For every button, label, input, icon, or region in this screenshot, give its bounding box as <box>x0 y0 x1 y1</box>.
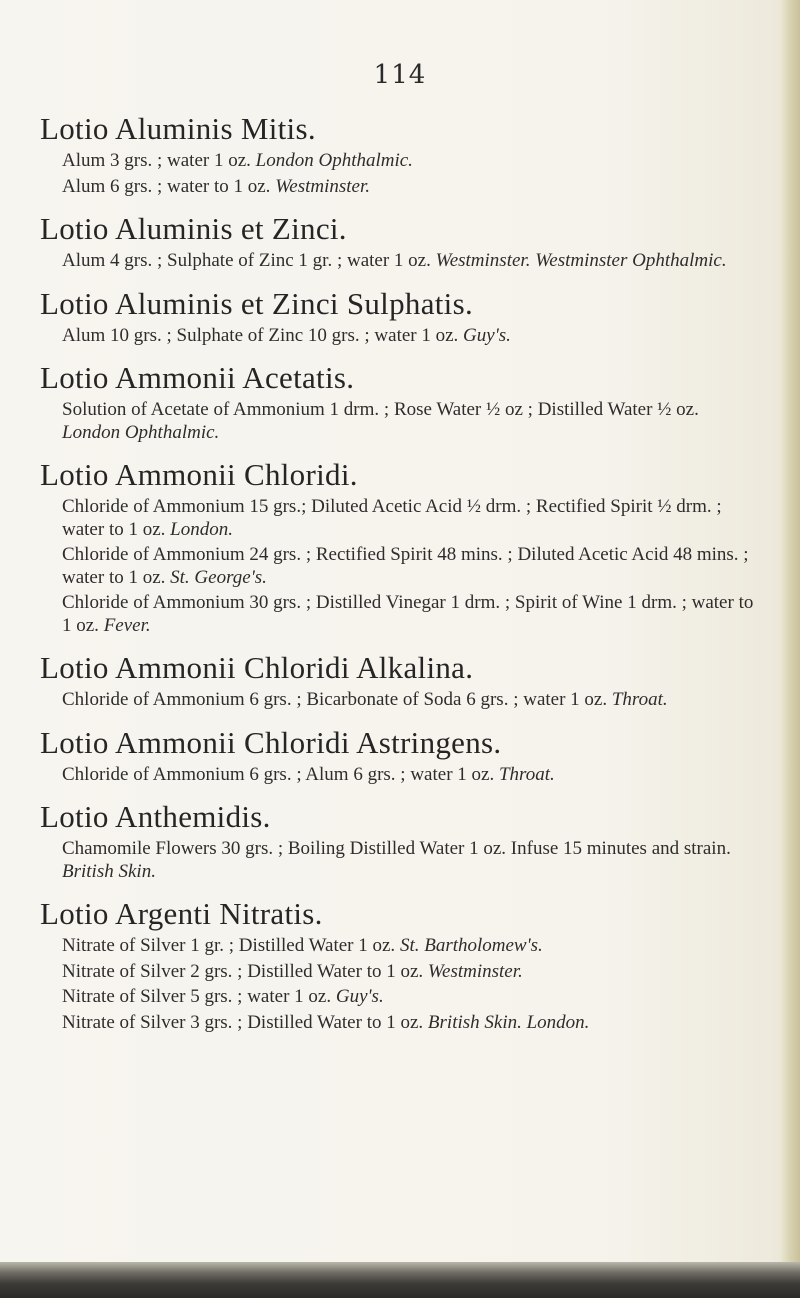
entry-heading: Lotio Argenti Nitratis. <box>40 896 323 931</box>
formula-source: Westminster. <box>275 175 371 197</box>
formula-line <box>40 496 760 541</box>
formula-text: Chloride of Ammonium 6 grs. ; Bicarbonate of Soda 6 grs. ; water 1 oz. <box>62 689 612 710</box>
formula-text: Nitrate of Silver 5 grs. ; water 1 oz. <box>62 986 336 1007</box>
formula-source: British Skin. <box>62 860 156 882</box>
formula-line <box>40 689 760 712</box>
formula-text: Alum 10 grs. ; Sulphate of Zinc 10 grs. ; water 1 oz. <box>62 324 464 346</box>
formula-text: Alum 4 grs. ; Sulphate of Zinc 1 gr. ; water 1 oz. <box>62 250 436 271</box>
formula-line <box>40 764 760 787</box>
entry-heading: Lotio Ammonii Acetatis. <box>40 360 355 395</box>
formula-source: Westminster. <box>427 960 523 982</box>
formula-text: Chloride of Ammonium 15 grs.; Diluted Acetic Acid ½ drm. ; Rectified Spirit ½ drm. ; water to 1 oz. <box>62 496 722 540</box>
entry-heading: Lotio Anthemidis. <box>40 799 271 834</box>
entry-lotio-ammonii-chloridi <box>40 456 760 637</box>
formula-line <box>40 592 760 637</box>
entry-lotio-ammonii-chloridi-alkalina <box>40 649 760 712</box>
formula-text: Solution of Acetate of Ammonium 1 drm. ; Rose Water ½ oz ; Distilled Water ½ oz. <box>62 399 699 420</box>
formula-source: London Ophthalmic. <box>255 150 413 171</box>
entry-heading: Lotio Aluminis et Zinci Sulphatis. <box>40 285 473 321</box>
entry-lotio-aluminis-et-zinci-sulphatis <box>40 285 760 348</box>
formula-text: Chloride of Ammonium 30 grs. ; Distilled Vinegar 1 drm. ; Spirit of Wine 1 drm. ; water to 1 oz. <box>62 592 754 636</box>
page-number: 114 <box>373 60 427 90</box>
formula-line <box>40 399 760 444</box>
entry-heading: Lotio Aluminis Mitis. <box>40 111 316 146</box>
formula-line <box>40 1012 760 1035</box>
entry-heading: Lotio Ammonii Chloridi Alkalina. <box>40 650 474 685</box>
formula-source: Guy's. <box>463 324 511 346</box>
entry-lotio-aluminis-et-zinci <box>40 210 760 273</box>
formula-line <box>40 961 760 984</box>
formula-text: Alum 6 grs. ; water to 1 oz. <box>62 175 276 197</box>
entry-lotio-ammonii-acetatis <box>40 359 760 444</box>
formula-source: Fever. <box>103 614 151 636</box>
formula-text: Chamomile Flowers 30 grs. ; Boiling Distilled Water 1 oz. Infuse 15 minutes and strain. <box>62 838 731 859</box>
entry-lotio-argenti-nitratis <box>40 895 760 1034</box>
formula-text: Chloride of Ammonium 6 grs. ; Alum 6 grs. ; water 1 oz. <box>62 763 499 785</box>
formula-line <box>40 544 760 589</box>
formula-line <box>40 250 760 273</box>
formula-text: Nitrate of Silver 2 grs. ; Distilled Water to 1 oz. <box>62 960 428 982</box>
formula-line <box>40 150 760 173</box>
entry-heading: Lotio Ammonii Chloridi Astringens. <box>40 724 502 760</box>
formula-text: Nitrate of Silver 3 grs. ; Distilled Water to 1 oz. <box>62 1011 428 1033</box>
formula-text: Nitrate of Silver 1 gr. ; Distilled Water 1 oz. <box>62 935 400 956</box>
formula-source: Throat. <box>611 689 668 710</box>
formula-source: British Skin. London. <box>427 1011 590 1033</box>
formula-line <box>40 176 760 199</box>
formula-source: Guy's. <box>335 986 384 1007</box>
formula-line <box>40 935 760 958</box>
formula-source: Westminster. Westminster Ophthalmic. <box>435 250 727 271</box>
formula-source: St. George's. <box>170 566 267 588</box>
page-bottom-shadow <box>0 1262 800 1298</box>
formula-line <box>40 325 760 348</box>
entry-heading: Lotio Aluminis et Zinci. <box>40 211 347 246</box>
formula-line <box>40 838 760 883</box>
formula-source: St. Bartholomew's. <box>399 935 543 956</box>
formula-source: London. <box>170 518 233 540</box>
formula-source: Throat. <box>498 763 555 785</box>
formula-text: Chloride of Ammonium 24 grs. ; Rectified Spirit 48 mins. ; Diluted Acetic Acid 48 mins. ; water to 1 oz. <box>62 544 749 588</box>
entry-lotio-ammonii-chloridi-astringens <box>40 724 760 787</box>
formula-source: London Ophthalmic. <box>62 421 220 443</box>
entry-lotio-aluminis-mitis <box>40 110 760 198</box>
entry-heading: Lotio Ammonii Chloridi. <box>40 457 358 492</box>
entry-lotio-anthemidis <box>40 798 760 883</box>
formulary-entries <box>40 110 760 1046</box>
formula-text: Alum 3 grs. ; water 1 oz. <box>62 150 256 171</box>
page-fore-edge <box>780 0 800 1298</box>
formula-line <box>40 986 760 1009</box>
